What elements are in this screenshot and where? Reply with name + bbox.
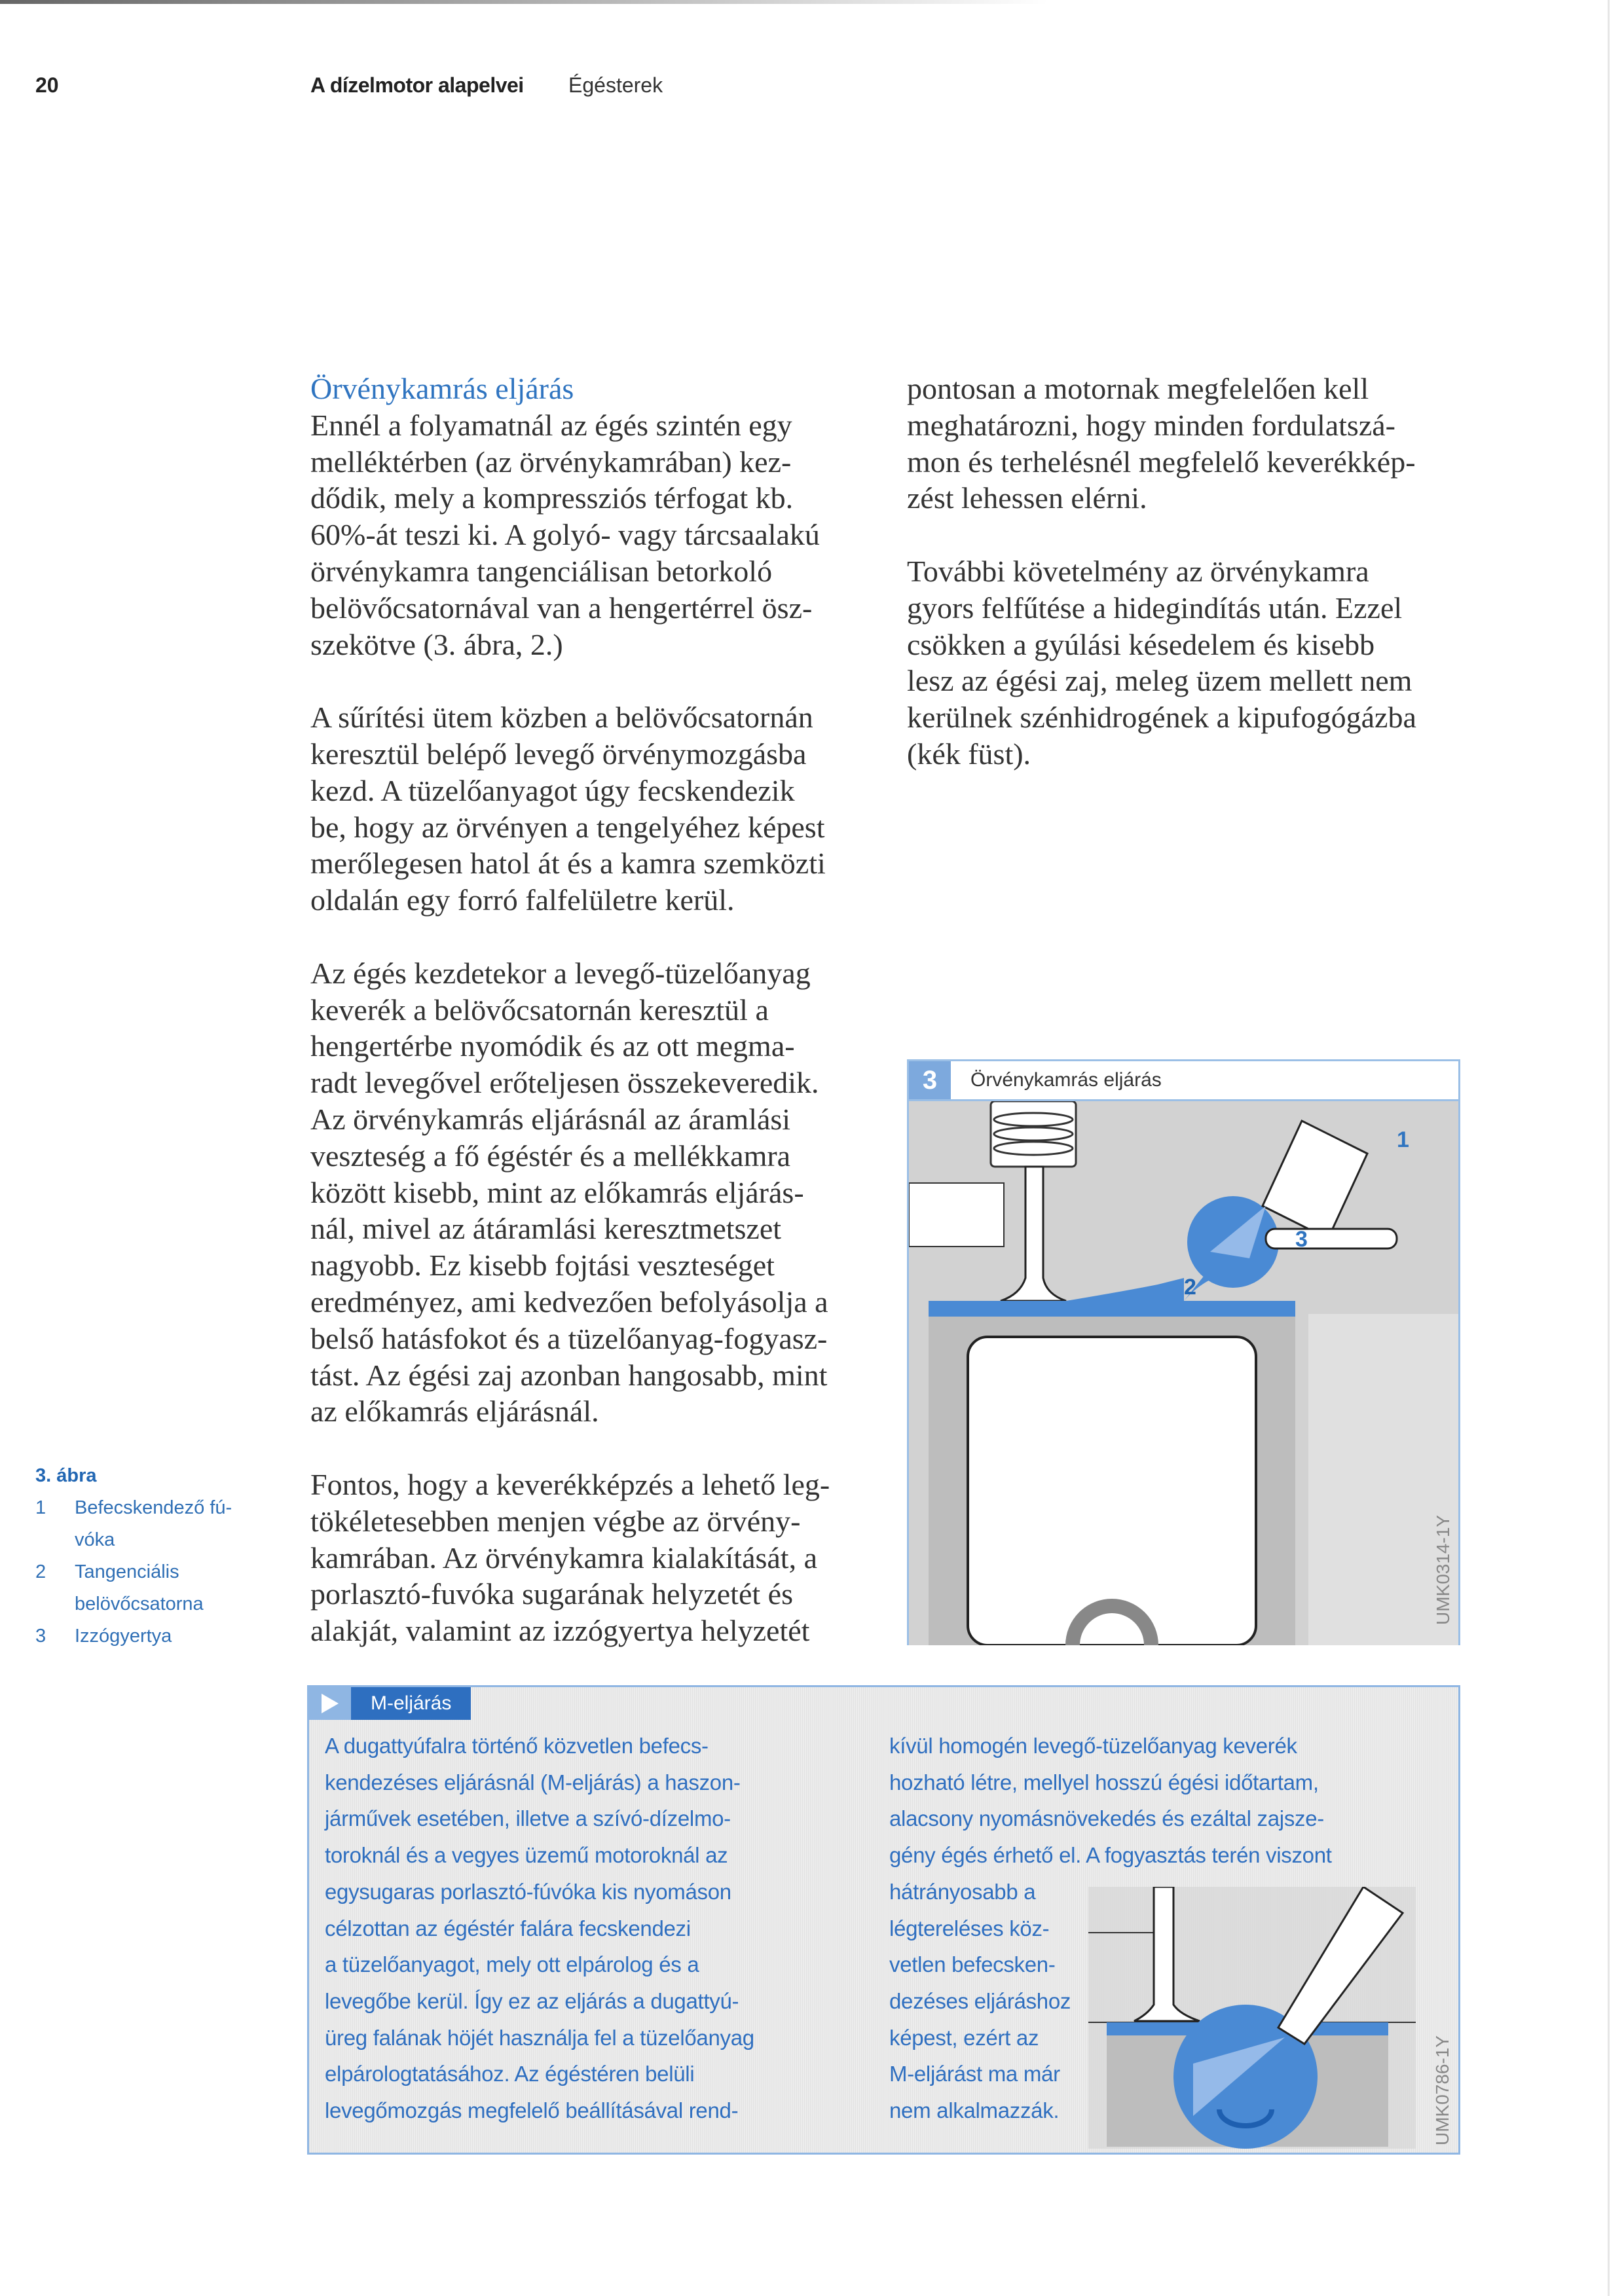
text-line: hátrányosabb a (889, 1879, 1036, 1904)
text-line: oldalán egy forró falfelületre kerül. (310, 883, 735, 917)
text-line: belövőcsatorna (75, 1594, 204, 1614)
text-line: szekötve (3. ábra, 2.) (310, 627, 563, 661)
paragraph (907, 371, 1457, 517)
text-line: alacsony nyomásnövekedés és ezáltal zajsze- (889, 1806, 1324, 1831)
text-line: 60%-át teszi ki. A golyó- vagy tárcsaalakú (310, 518, 820, 552)
engine-cross-section (909, 1101, 1458, 1645)
caption-item-number: 3 (35, 1626, 46, 1647)
label-2: 2 (1184, 1275, 1196, 1300)
page-number: 20 (35, 73, 59, 97)
left-column (310, 371, 867, 1686)
figure-code: UMK0314-1Y (1433, 1514, 1453, 1625)
text-line: keverék a belövőcsatornán keresztül a (310, 993, 769, 1027)
text-line: között kisebb, mint az előkamrás eljárás- (310, 1175, 804, 1209)
caption-item (35, 1492, 271, 1556)
text-line: keresztül belépő levegő örvénymozgásba (310, 737, 807, 771)
text-line: mon és terhelésnél megfelelő keverékkép- (907, 445, 1416, 479)
text-line: légtereléses köz- (889, 1916, 1050, 1941)
text-line: gyors felfűtése a hidegindítás után. Ezzel (907, 591, 1403, 625)
text-line: melléktérben (az örvénykamrában) kez- (310, 445, 792, 479)
text-line: vetlen befecsken- (889, 1952, 1056, 1977)
text-line: nagyobb. Ez kisebb fojtási veszteséget (310, 1248, 775, 1283)
text-line: gény égés érhető el. A fogyasztás terén viszont (889, 1843, 1332, 1868)
caption-item-text (75, 1620, 172, 1652)
text-line: vóka (75, 1529, 115, 1550)
infobox-figure-code: UMK0786-1Y (1432, 2035, 1452, 2145)
text-line: tást. Az égési zaj azonban hangosabb, mint (310, 1358, 828, 1392)
text-line: Az égés kezdetekor a levegő-tüzelőanyag (310, 956, 811, 990)
text-line: lesz az égési zaj, meleg üzem mellett nem (907, 664, 1412, 698)
text-line: csökken a gyúlási késedelem és kisebb (907, 627, 1375, 661)
swirl-chamber-diagram (909, 1101, 1458, 1645)
text-line: dezéses eljáráshoz (889, 1988, 1071, 2013)
text-line: eredményez, ami kedvezően befolyásolja a (310, 1285, 828, 1319)
text-line: kerülnek szénhidrogének a kipufogógázba (907, 701, 1416, 735)
tangential-channel (929, 1301, 1295, 1317)
text-line: az előkamrás eljárásnál. (310, 1394, 599, 1429)
figure-3 (907, 1059, 1460, 1645)
text-line: toroknál és a vegyes üzemű motoroknál az (325, 1843, 728, 1868)
infobox-label: M-eljárás (351, 1687, 471, 1720)
text-line: kezd. A tüzelőanyagot úgy fecskendezik (310, 773, 795, 807)
text-line: További követelmény az örvénykamra (907, 554, 1369, 588)
text-line: Befecskendező fú- (75, 1497, 232, 1518)
text-line: A sűrítési ütem közben a belövőcsatornán (310, 701, 813, 735)
text-line: levegőmozgás megfelelő beállításával rend- (325, 2098, 739, 2123)
text-line: M-eljárást ma már (889, 2062, 1060, 2086)
text-line: hengertérbe nyomódik és az ott megma- (310, 1029, 795, 1063)
text-line: nem alkalmazzák. (889, 2098, 1060, 2123)
infobox-header (309, 1687, 471, 1720)
right-column (907, 371, 1457, 809)
text-line: Az örvénykamrás eljárásnál az áramlási (310, 1102, 791, 1136)
caption-item (35, 1620, 271, 1652)
text-line: Ennél a folyamatnál az égés szintén egy (310, 408, 792, 442)
page-edge (1608, 0, 1610, 2296)
text-line: levegőbe kerül. Így ez az eljárás a dugattyú- (325, 1988, 739, 2013)
text-line: nál, mivel az átáramlási keresztmetszet (310, 1212, 782, 1246)
text-line: örvénykamra tangenciálisan betorkoló (310, 554, 773, 588)
text-line: tökéletesebben menjen végbe az örvény- (310, 1504, 801, 1538)
section-heading: Örvénykamrás eljárás (310, 372, 574, 405)
text-line: alakját, valamint az izzógyertya helyzetét (310, 1614, 810, 1648)
text-line: meghatározni, hogy minden fordulatszá- (907, 408, 1395, 442)
text-line: Fontos, hogy a keverékképzés a lehető leg- (310, 1467, 830, 1501)
text-line: egysugaras porlasztó-fúvóka kis nyomáson (325, 1879, 731, 1904)
text-line: dődik, mely a kompressziós térfogat kb. (310, 481, 794, 515)
glow-plug (1266, 1229, 1397, 1248)
label-1: 1 (1397, 1127, 1409, 1152)
text-line: üreg falának höjét használja fel a tüzelőanyag (325, 2025, 754, 2050)
valve-spring (994, 1113, 1073, 1155)
text-line: a tüzelőanyagot, mely ott elpárolog és a (325, 1952, 699, 1977)
text-line: merőlegesen hatol át és a kamra szemközti (310, 847, 826, 881)
caption-item (35, 1556, 271, 1620)
section-title: Égésterek (568, 73, 663, 97)
text-line: kendezéses eljárásnál (M-eljárás) a haszon- (325, 1770, 741, 1795)
text-line: hozható létre, mellyel hosszú égési időtartam, (889, 1770, 1319, 1795)
caption-item-text (75, 1492, 232, 1556)
paragraph (310, 1467, 867, 1649)
text-line: képest, ezért az (889, 2025, 1039, 2050)
caption-item-text (75, 1556, 204, 1620)
infobox-column-1 (325, 1728, 862, 2129)
text-line: A dugattyúfalra történő közvetlen befecs- (325, 1734, 709, 1758)
text-line: elpárologtatásához. Az égéstéren belüli (325, 2062, 695, 2086)
text-line: (kék füst). (907, 737, 1031, 771)
text-line: veszteség a fő égéstér és a mellékkamra (310, 1139, 791, 1173)
figure-number: 3 (909, 1061, 951, 1099)
caption-item-number: 1 (35, 1497, 46, 1518)
text-line: célzottan az égéstér falára fecskendezi (325, 1916, 691, 1941)
text-line: Tangenciális (75, 1561, 179, 1582)
intake-port (909, 1183, 1004, 1247)
text-line: porlasztó-fuvóka sugarának helyzetét és (310, 1577, 793, 1611)
caption-title: 3. ábra (35, 1465, 97, 1486)
text-line: Izzógyertya (75, 1626, 172, 1647)
play-arrow-icon (309, 1687, 351, 1720)
text-line: belső hatásfokot és a tüzelőanyag-fogyasz- (310, 1321, 828, 1355)
paragraph (310, 407, 867, 663)
label-3: 3 (1295, 1227, 1308, 1252)
m-process-infobox (307, 1685, 1460, 2155)
m-process-diagram (1088, 1887, 1416, 2149)
figure-header (909, 1061, 1458, 1101)
text-line: zést lehessen elérni. (907, 481, 1147, 515)
text-line: radt levegővel erőteljesen összekeveredik. (310, 1066, 819, 1100)
text-line: pontosan a motornak megfelelően kell (907, 372, 1369, 405)
figure-title: Örvénykamrás eljárás (970, 1069, 1162, 1091)
text-line: kamrában. Az örvénykamra kialakítását, a (310, 1540, 818, 1575)
paragraph (907, 553, 1457, 773)
text-line: belövőcsatornával van a hengertérrel ösz- (310, 591, 813, 625)
text-line: járművek esetében, illetve a szívó-dízelmo- (325, 1806, 731, 1831)
caption-item-number: 2 (35, 1561, 46, 1582)
text-line: kívül homogén levegő-tüzelőanyag keverék (889, 1734, 1297, 1758)
scan-edge (0, 0, 1048, 4)
chapter-title: A dízelmotor alapelvei (310, 73, 524, 97)
figure-caption (35, 1460, 271, 1652)
paragraph (310, 955, 867, 1430)
text-line: be, hogy az örvényen a tengelyéhez képest (310, 810, 825, 844)
paragraph (310, 699, 867, 919)
